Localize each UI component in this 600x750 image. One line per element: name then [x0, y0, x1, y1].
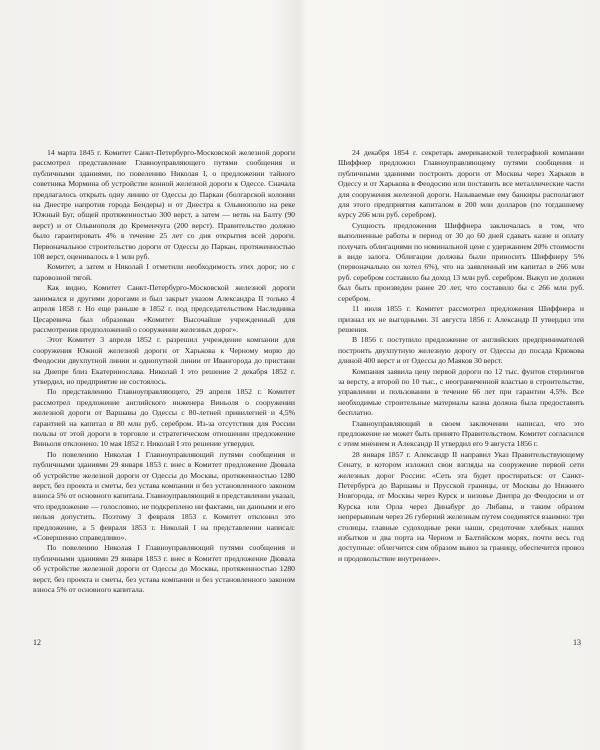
right-page [338, 148, 584, 564]
left-paragraph-3: Как видно, Комитет Санкт-Петербурго-Московской железной дороги занимался и другими дорогами и был закрыт указом Александра II только 4 апреля 1858 г. Но еще раньше в 1852 г. под председательством Наследника Цесаревича был образован «Комитет Высочайше учрежденный для рассмотрения предположений о сооружении железных дорог». [33, 283, 295, 334]
right-paragraph-4: В 1856 г. поступило предложение от английских предпринимателей построить двухпутную железную дорогу от Одессы до посада Крюкова длиной 400 верст и от Одессы до Маяков 30 верст. [338, 335, 584, 366]
left-page [33, 148, 295, 595]
left-paragraph-5: По представлению Главноуправляющего, 29 апреля 1852 г. Комитет рассмотрел предложение английского инженера Виньоля о сооружении железной дороги от Варшавы до Одессы с 80-летней привилегией и 4,5% гарантией на капитал в 80 млн руб. серебром. Из-за отсутствия для России пользы от этой дороги в торговле и стратегическом отношении предложение Виньоля отклонено. 10 мая 1852 г. Николай I это решение утвердил. [33, 387, 295, 449]
page-number-right: 13 [573, 638, 581, 647]
right-paragraph-2: Сущность предложения Шиффнера заключалась в том, что выполненные работы в период от 30 до 60 дней сдавать казне и оплату получать облигациями по номинальной цене с удержанием 20% стоимости в виде залога. Облигации должны были приносить Шиффнеру 5% (первоначально он хотел 6%), что на заявленный им капитал в 266 млн руб. серебром составило бы доход 13 млн руб. серебром. Выкуп не должен был быть произведен ранее 20 лет, что составило бы с 266 млн руб. серебром. [338, 220, 584, 303]
page-number-left: 12 [33, 638, 41, 647]
left-paragraph-1: 14 марта 1845 г. Комитет Санкт-Петербурго-Московской железной дороги рассмотрел представление Главноуправляющего путями сообщения и публичными зданиями, по повелению Николая I, о предложении тайного советника Мормина об устройстве конной железной дороги к Одессе. Сначала предлагалось открыть одну линию от Одессы до Паркан (болгарской колонии на Днестре напротив города Бендеры) и от Днестра к Ольвиополю на реке Южный Буг, общей протяженностью 300 верст, а затем — ветвь на Балту (90 верст) и от Ольвиополя до Кременчуга (200 верст). Правительство должно было гарантировать 4% в течение 25 лет со дня открытия всей дороги. Первоначальное строительство дороги от Одессы до Паркан, протяженностью 108 верст, оценивалось в 1 млн руб. [33, 148, 295, 262]
right-paragraph-6: Главноуправляющий в своем заключении написал, что это предложение не может быть принято Правительством. Комитет согласился с этим мнением и Александр II утвердил его 9 августа 1856 г. [338, 418, 584, 449]
left-paragraph-4: Этот Комитет 3 апреля 1852 г. разрешил учреждение компании для сооружения Южной железной дороги от Харькова к Черному морю до Феодосии двухпутной линии и однопутной линии от Ивангорода до пристани на Днепре близ Екатеринослава. Николай I это решение 2 декабря 1852 г. утвердил, но предприятие не состоялось. [33, 335, 295, 386]
right-paragraph-5: Компания заявила цену первой дороги по 12 тыс. фунтов стерлингов за версту, а второй по 10 тыс., с неограниченной властью в строительстве, управлении и пользовании в течение 66 лет при гарантии 4,5%. Все необходимые строительные материалы казна должна была предоставить бесплатно. [338, 366, 584, 418]
right-paragraph-1: 24 декабря 1854 г. секретарь американской телеграфной компании Шиффнер предложил Главноуправляющему путями сообщения и публичными зданиями построить дороги от Москвы через Харьков в Одессу и от Харькова в Феодосию или поставить все металлические части для сооружения железной дороги. Называемые ему банкиры располагают для этого предприятия капиталом в 200 млн долларов (по тогдашнему курсу 266 млн руб. серебром). [338, 148, 584, 220]
left-paragraph-6: По повелению Николая I Главноуправляющий путями сообщения и публичными зданиями 29 января 1853 г. внес в Комитет предложение Дювала об устройстве железной дороги от Одессы до Москвы, протяженностью 1280 верст, без проекта и сметы, без устава компании и без установленного законом взноса 5% от основного капитала. Главноуправляющий в представлении указал, что предложение — голословно, не подкреплено ни фактами, ни данными и его нельзя допустить. Поэтому 3 февраля 1853 г. Комитет отклонил это предложение, а 5 февраля 1853 г. Николай I на представлении написал: «Совершенно справедливо». [33, 449, 295, 543]
left-paragraph-7: По повелению Николая I Главноуправляющий путями сообщения и публичными зданиями 29 января 1853 г. внес в Комитет предложение Дювала об устройстве железной дороги от Одессы до Москвы, протяженностью 1280 верст, без проекта и сметы, без устава компании и без установленного законом взноса 5% от основного капитала. [33, 543, 295, 595]
left-paragraph-2: Комитет, а затем и Николай I отметили необходимость этих дорог, но с паровозной тягой. [33, 262, 295, 282]
right-paragraph-7: 28 января 1857 г. Александр II направил Указ Правительствующему Сенату, в котором изложил свои взгляды на сооружение первой сети железных дорог России: «Сеть эта будет простираться: от Санкт-Петербурга до Варшавы и Прусской границы, от Москвы до Нижнего Новгорода, от Москвы через Курск и низовье Днепра до Феодосии и от Курска или Орла через Динабург до Либавы, и таким образом непрерывным через 26 губерний железным путем соединятся взаимно: три столицы, главные судоходные реки наши, средоточие хлебных наших избытков и два порта на Черном и Балтийском морях, почти весь год доступные: облегчится сим образом вывоз за границу, обеспечится провоз и продовольствие внутреннее». [338, 449, 584, 563]
right-paragraph-3: 11 июля 1855 г. Комитет рассмотрел предложения Шиффнера и признал их не выгодными. 31 августа 1856 г. Александр II утвердил эти решения. [338, 304, 584, 334]
